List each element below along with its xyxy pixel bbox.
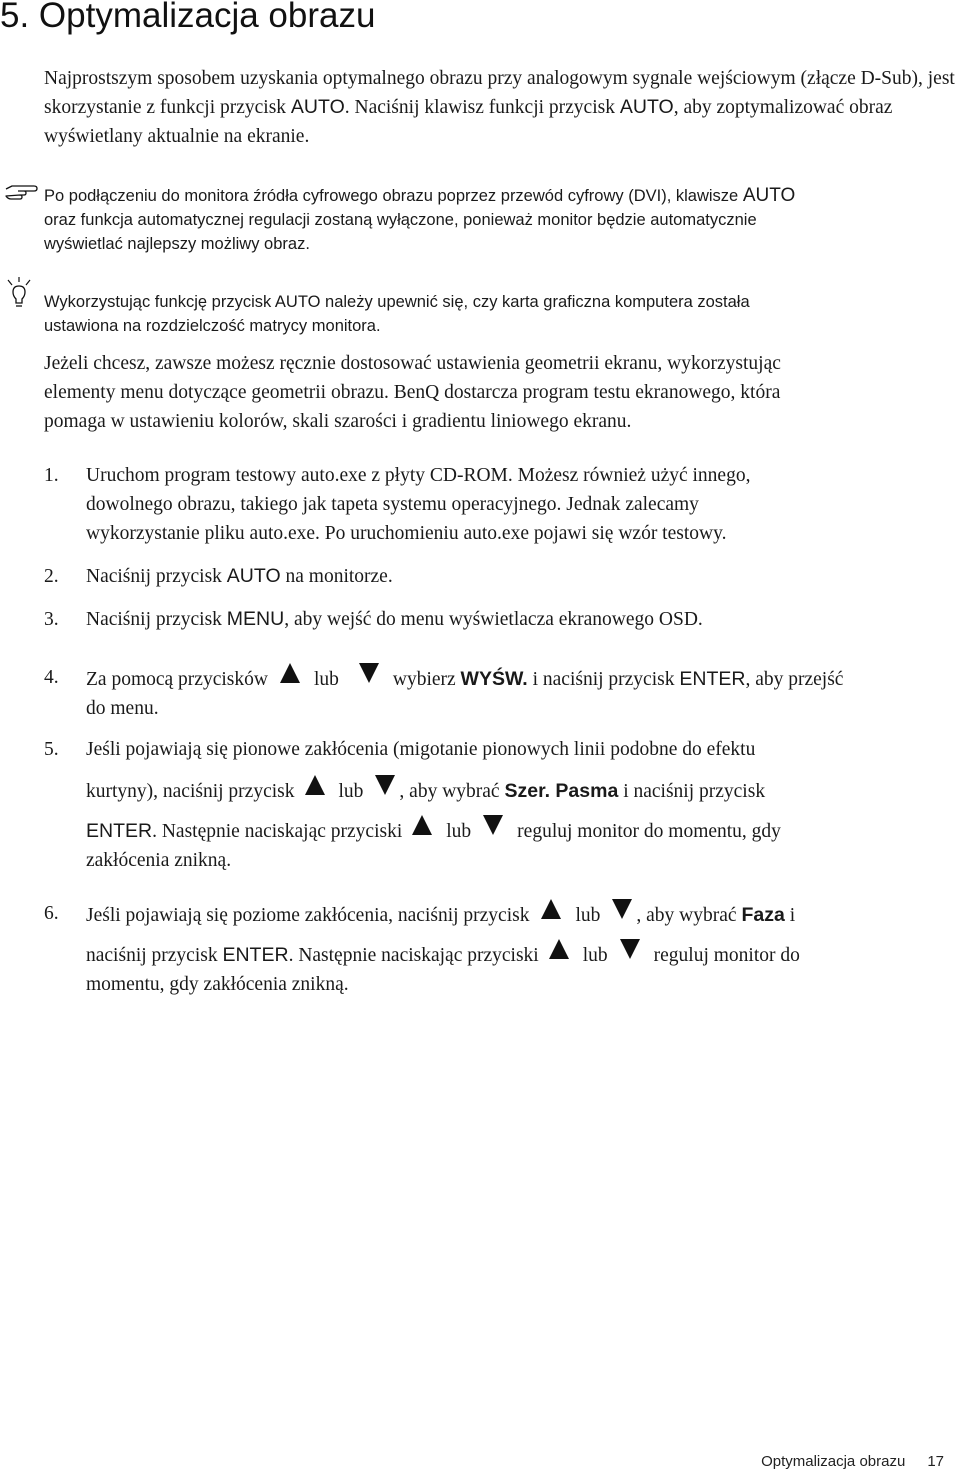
enter-keyword: ENTER (222, 944, 289, 966)
geometry-paragraph: Jeżeli chcesz, zawsze możesz ręcznie dostosować ustawienia geometrii ekranu, wykorzystując elementy menu dotyczące geometrii obrazu. BenQ dostarcza program testu ekranowego, która pomaga w ustawieniu kolorów, skali szarości i gradientu liniowego ekranu. (44, 353, 781, 432)
down-arrow-icon (359, 663, 379, 683)
page-title: 5. Optymalizacja obrazu (0, 0, 376, 35)
lightbulb-icon (4, 276, 38, 310)
page-footer (761, 1453, 944, 1470)
intro-paragraph: Najprostszym sposobem uzyskania optymalnego obrazu przy analogowym sygnale wejściowym (złącze D-Sub), jest skorzystanie z funkcji przycisk AUTO. Naciśnij klawisz funkcji przycisk AUTO, aby zoptymalizować obraz wyświetlany aktualnie na ekranie. (44, 68, 955, 147)
up-arrow-icon (305, 775, 325, 795)
up-arrow-icon (541, 899, 561, 919)
footer-section: Optymalizacja obrazu (761, 1453, 906, 1470)
up-arrow-icon (280, 663, 300, 683)
up-arrow-icon (549, 939, 569, 959)
auto-keyword: AUTO (619, 96, 674, 118)
page-number: 17 (927, 1453, 944, 1470)
band-width-keyword: Szer. Pasma (504, 780, 619, 802)
note-resolution: Wykorzystując funkcję przycisk AUTO należy upewnić się, czy karta graficzna komputera została ustawiona na rozdzielczość matrycy monitora. (44, 293, 750, 335)
down-arrow-icon (620, 939, 640, 959)
hand-pointer-icon (4, 180, 38, 200)
menu-keyword: MENU (226, 608, 285, 630)
up-arrow-icon (412, 815, 432, 835)
down-arrow-icon (612, 899, 632, 919)
auto-keyword: AUTO (742, 185, 796, 206)
enter-keyword: ENTER (679, 668, 746, 690)
auto-keyword: AUTO (226, 565, 281, 587)
note-dvi: Po podłączeniu do monitora źródła cyfrowego obrazu poprzez przewód cyfrowy (DVI), klawisze AUTO oraz funkcja automatycznej regulacji zostaną wyłączone, ponieważ monitor będzie automatycznie wyświetlać najlepszy możliwy obraz. (44, 185, 796, 253)
enter-keyword: ENTER (86, 820, 153, 842)
wysw-keyword: WYŚW. (460, 668, 528, 690)
down-arrow-icon (375, 775, 395, 795)
auto-keyword: AUTO (290, 96, 345, 118)
down-arrow-icon (483, 815, 503, 835)
phase-keyword: Faza (741, 904, 785, 926)
